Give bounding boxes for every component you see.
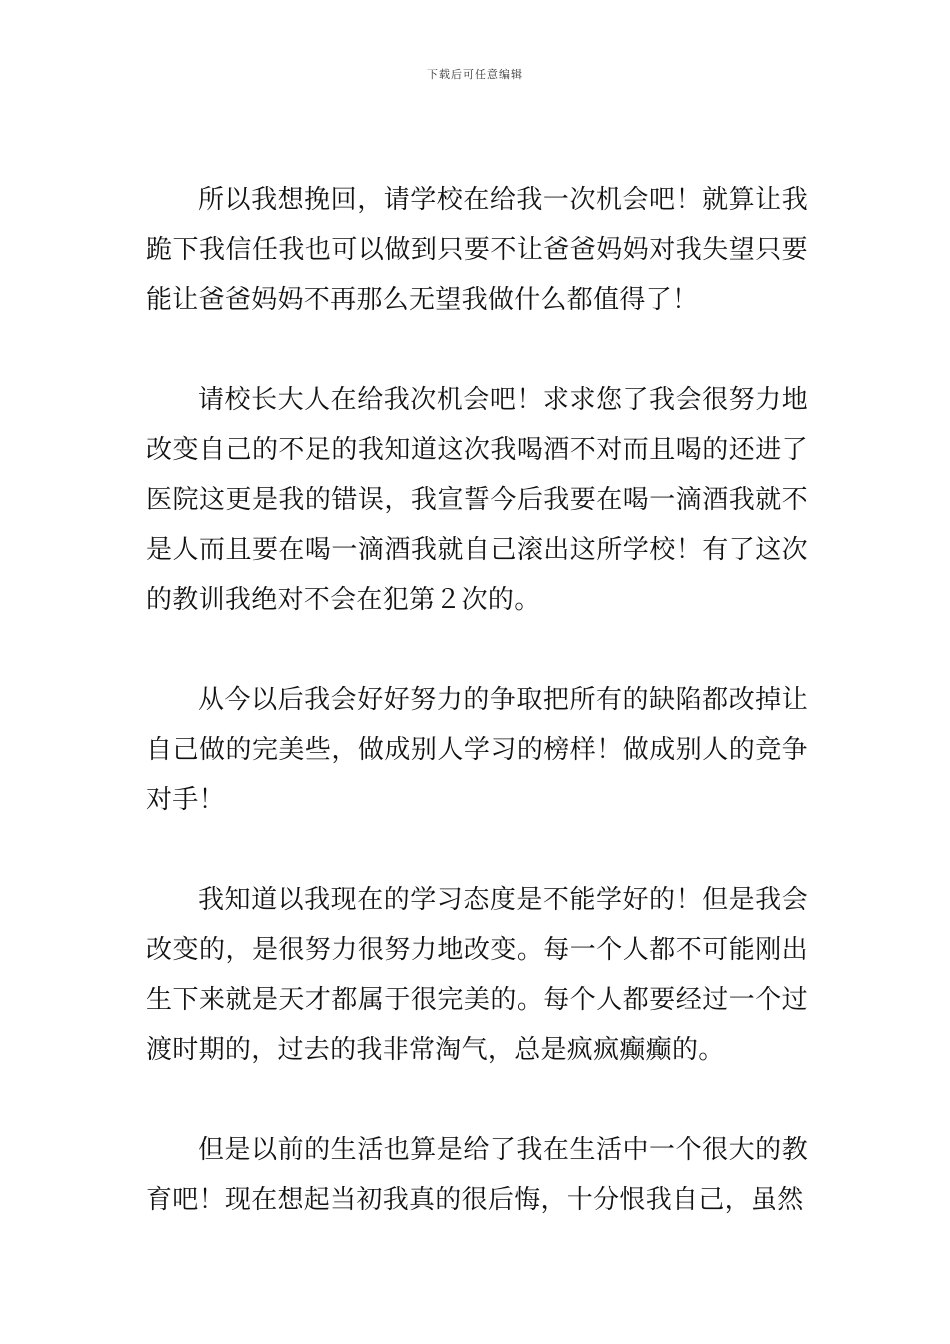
header-note: 下载后可任意编辑 — [427, 68, 523, 81]
paragraph-2: 请校长大人在给我次机会吧！求求您了我会很努力地改变自己的不足的我知道这次我喝酒不对而且喝的还进了医院这更是我的错误，我宣誓今后我要在喝一滴酒我就不是人而且要在喝一滴酒我就自己滚出这所学校！有了这次的教训我绝对不会在犯第２次的。 — [146, 385, 808, 615]
paragraph-1: 所以我想挽回，请学校在给我一次机会吧！就算让我跪下我信任我也可以做到只要不让爸爸妈妈对我失望只要能让爸爸妈妈不再那么无望我做什么都值得了！ — [146, 185, 808, 315]
body-text — [146, 175, 808, 1275]
paragraph-3: 从今以后我会好好努力的争取把所有的缺陷都改掉让自己做的完美些，做成别人学习的榜样！做成别人的竞争对手！ — [146, 685, 808, 815]
paragraph-4: 我知道以我现在的学习态度是不能学好的！但是我会改变的，是很努力很努力地改变。每一个人都不可能刚出生下来就是天才都属于很完美的。每个人都要经过一个过渡时期的，过去的我非常淘气，总是疯疯癫癫的。 — [146, 885, 808, 1065]
paragraph-5: 但是以前的生活也算是给了我在生活中一个很大的教育吧！现在想起当初我真的很后悔，十分恨我自己，虽然 — [146, 1135, 808, 1215]
